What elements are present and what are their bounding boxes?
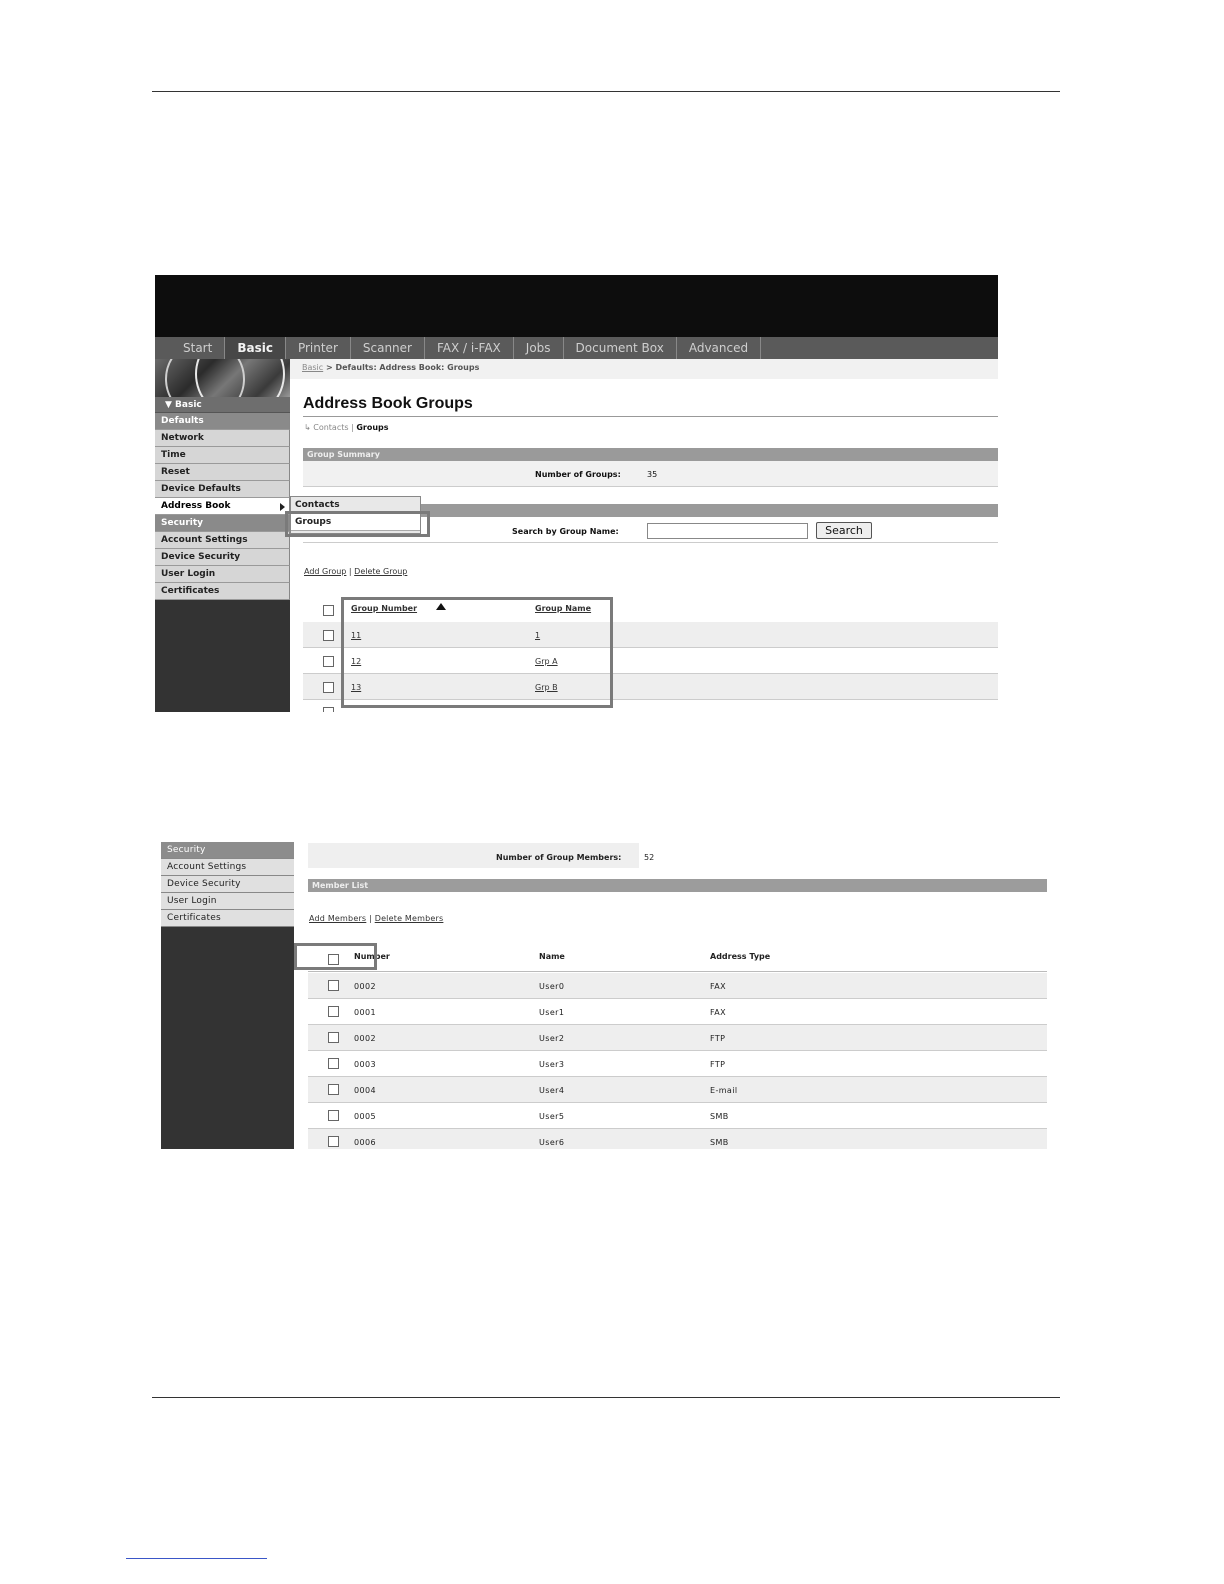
- table-row: [308, 999, 1047, 1025]
- sidebar-section-basic[interactable]: ▼ Basic: [155, 397, 290, 413]
- table-row: [308, 1103, 1047, 1129]
- member-number: 0004: [354, 1086, 376, 1095]
- add-group-link[interactable]: Add Group: [304, 567, 347, 576]
- member-address-type: FTP: [710, 1060, 726, 1069]
- member-number: 0002: [354, 1034, 376, 1043]
- tab-scanner[interactable]: Scanner: [351, 337, 425, 359]
- row-checkbox[interactable]: [328, 1032, 339, 1043]
- actions-separator: |: [346, 567, 355, 576]
- subnav-current-groups: Groups: [356, 423, 389, 432]
- sidebar-item-defaults[interactable]: Defaults: [155, 413, 290, 430]
- tab-fax-ifax[interactable]: FAX / i-FAX: [425, 337, 514, 359]
- member-name: User6: [539, 1138, 565, 1147]
- member-actions: [309, 914, 443, 923]
- member-address-type: SMB: [710, 1112, 729, 1121]
- group-number-link[interactable]: 13: [351, 683, 362, 692]
- column-header-address-type[interactable]: Address Type: [710, 952, 771, 961]
- member-address-type: FTP: [710, 1034, 726, 1043]
- title-divider: [303, 416, 998, 417]
- delete-group-link[interactable]: Delete Group: [354, 567, 408, 576]
- member-name: User2: [539, 1034, 565, 1043]
- sidebar-item-security[interactable]: Security: [161, 842, 294, 859]
- group-name-link[interactable]: Grp A: [535, 657, 558, 666]
- sidebar-item-user-login[interactable]: User Login: [161, 893, 294, 910]
- sidebar-item-user-login[interactable]: User Login: [155, 566, 290, 583]
- sidebar-item-certificates[interactable]: Certificates: [155, 583, 290, 600]
- tab-start[interactable]: Start: [159, 337, 225, 359]
- row-checkbox[interactable]: [328, 1006, 339, 1017]
- group-members-screenshot: [161, 842, 1047, 1149]
- sidebar-item-account-settings[interactable]: Account Settings: [155, 532, 290, 549]
- row-checkbox[interactable]: [323, 630, 334, 641]
- member-name: User1: [539, 1008, 565, 1017]
- group-name-link[interactable]: 1: [535, 631, 541, 640]
- sidebar-item-reset[interactable]: Reset: [155, 464, 290, 481]
- number-of-groups-value: 35: [647, 470, 658, 479]
- breadcrumb-link-basic[interactable]: Basic: [302, 363, 324, 372]
- group-number-link[interactable]: 12: [351, 657, 362, 666]
- column-header-group-number[interactable]: Group Number: [351, 604, 418, 613]
- row-checkbox[interactable]: [328, 1084, 339, 1095]
- member-name: User5: [539, 1112, 565, 1121]
- sidebar-item-network[interactable]: Network: [155, 430, 290, 447]
- row-checkbox[interactable]: [328, 1110, 339, 1121]
- search-by-group-name-label: Search by Group Name:: [512, 527, 619, 536]
- chevron-right-icon: [280, 503, 285, 511]
- search-button[interactable]: Search: [816, 522, 872, 539]
- member-name: User4: [539, 1086, 565, 1095]
- table-row: [308, 1025, 1047, 1051]
- sidebar-item-account-settings[interactable]: Account Settings: [161, 859, 294, 876]
- member-name: User0: [539, 982, 565, 991]
- sidebar-item-time[interactable]: Time: [155, 447, 290, 464]
- row-checkbox[interactable]: [323, 682, 334, 693]
- main-tab-bar: [155, 337, 998, 359]
- member-address-type: SMB: [710, 1138, 729, 1147]
- row-checkbox[interactable]: [323, 656, 334, 667]
- member-name: User3: [539, 1060, 565, 1069]
- member-list-header: Member List: [308, 879, 1047, 892]
- breadcrumb: [302, 363, 479, 372]
- member-address-type: FAX: [710, 1008, 727, 1017]
- sidebar-item-device-security[interactable]: Device Security: [161, 876, 294, 893]
- header-rule: [152, 91, 1060, 92]
- tab-advanced[interactable]: Advanced: [677, 337, 761, 359]
- table-header-divider: [308, 971, 1047, 972]
- sidebar-logo-image: [155, 359, 290, 397]
- column-header-group-name[interactable]: Group Name: [535, 604, 592, 613]
- member-number: 0005: [354, 1112, 376, 1121]
- number-of-groups-label: Number of Groups:: [535, 470, 621, 479]
- table-row: [308, 1051, 1047, 1077]
- submenu-item-contacts[interactable]: Contacts: [291, 497, 420, 514]
- number-of-group-members-value: 52: [644, 853, 655, 862]
- table-row: [308, 973, 1047, 999]
- row-checkbox[interactable]: [328, 1058, 339, 1069]
- add-members-link[interactable]: Add Members: [309, 914, 367, 923]
- group-name-search-input[interactable]: [647, 523, 808, 539]
- select-all-checkbox[interactable]: [323, 605, 334, 616]
- column-header-name[interactable]: Name: [539, 952, 565, 961]
- member-number: 0006: [354, 1138, 376, 1147]
- group-actions: [304, 567, 407, 576]
- member-number: 0003: [354, 1060, 376, 1069]
- row-checkbox[interactable]: [328, 1136, 339, 1147]
- top-banner: [155, 275, 998, 337]
- highlight-groups-menu: [285, 511, 430, 537]
- breadcrumb-separator: >: [323, 363, 336, 372]
- sidebar-item-device-defaults[interactable]: Device Defaults: [155, 481, 290, 498]
- tab-jobs[interactable]: Jobs: [514, 337, 564, 359]
- member-address-type: FAX: [710, 982, 727, 991]
- member-number: 0001: [354, 1008, 376, 1017]
- group-name-link[interactable]: Grp B: [535, 683, 558, 692]
- member-address-type: E-mail: [710, 1086, 738, 1095]
- sidebar: [161, 842, 294, 1149]
- address-book-groups-screenshot: [155, 275, 998, 712]
- row-checkbox[interactable]: [328, 980, 339, 991]
- breadcrumb-current: Defaults: Address Book: Groups: [335, 363, 480, 372]
- sidebar-item-address-book[interactable]: [155, 498, 290, 515]
- page-title: Address Book Groups: [303, 395, 473, 412]
- row-checkbox[interactable]: [323, 707, 334, 712]
- subnav-link-contacts[interactable]: ↳ Contacts: [304, 423, 349, 432]
- sidebar-item-device-security[interactable]: Device Security: [155, 549, 290, 566]
- actions-separator: |: [366, 914, 375, 923]
- group-number-link[interactable]: 11: [351, 631, 362, 640]
- tab-printer[interactable]: Printer: [286, 337, 351, 359]
- tab-document-box[interactable]: Document Box: [564, 337, 677, 359]
- submenu-item-groups[interactable]: Groups: [291, 514, 420, 531]
- member-number: 0002: [354, 982, 376, 991]
- group-summary-header: Group Summary: [303, 448, 998, 461]
- column-header-number[interactable]: Number: [354, 952, 390, 961]
- sidebar-item-label: Address Book: [161, 501, 231, 511]
- table-row: [308, 1129, 1047, 1149]
- subnav-separator: |: [348, 423, 357, 432]
- sidebar-item-security[interactable]: Security: [155, 515, 290, 532]
- sidebar-item-certificates[interactable]: Certificates: [161, 910, 294, 927]
- footer-link-underline: [126, 1558, 267, 1559]
- number-of-group-members-label: Number of Group Members:: [496, 853, 622, 862]
- tab-basic[interactable]: Basic: [225, 337, 286, 359]
- delete-members-link[interactable]: Delete Members: [374, 914, 444, 923]
- highlight-select-all-checkbox: [294, 943, 377, 970]
- footer-rule: [152, 1397, 1060, 1398]
- sidebar: [155, 359, 290, 712]
- sub-navigation: [304, 423, 389, 432]
- table-row: [308, 1077, 1047, 1103]
- highlight-group-table: [341, 597, 613, 708]
